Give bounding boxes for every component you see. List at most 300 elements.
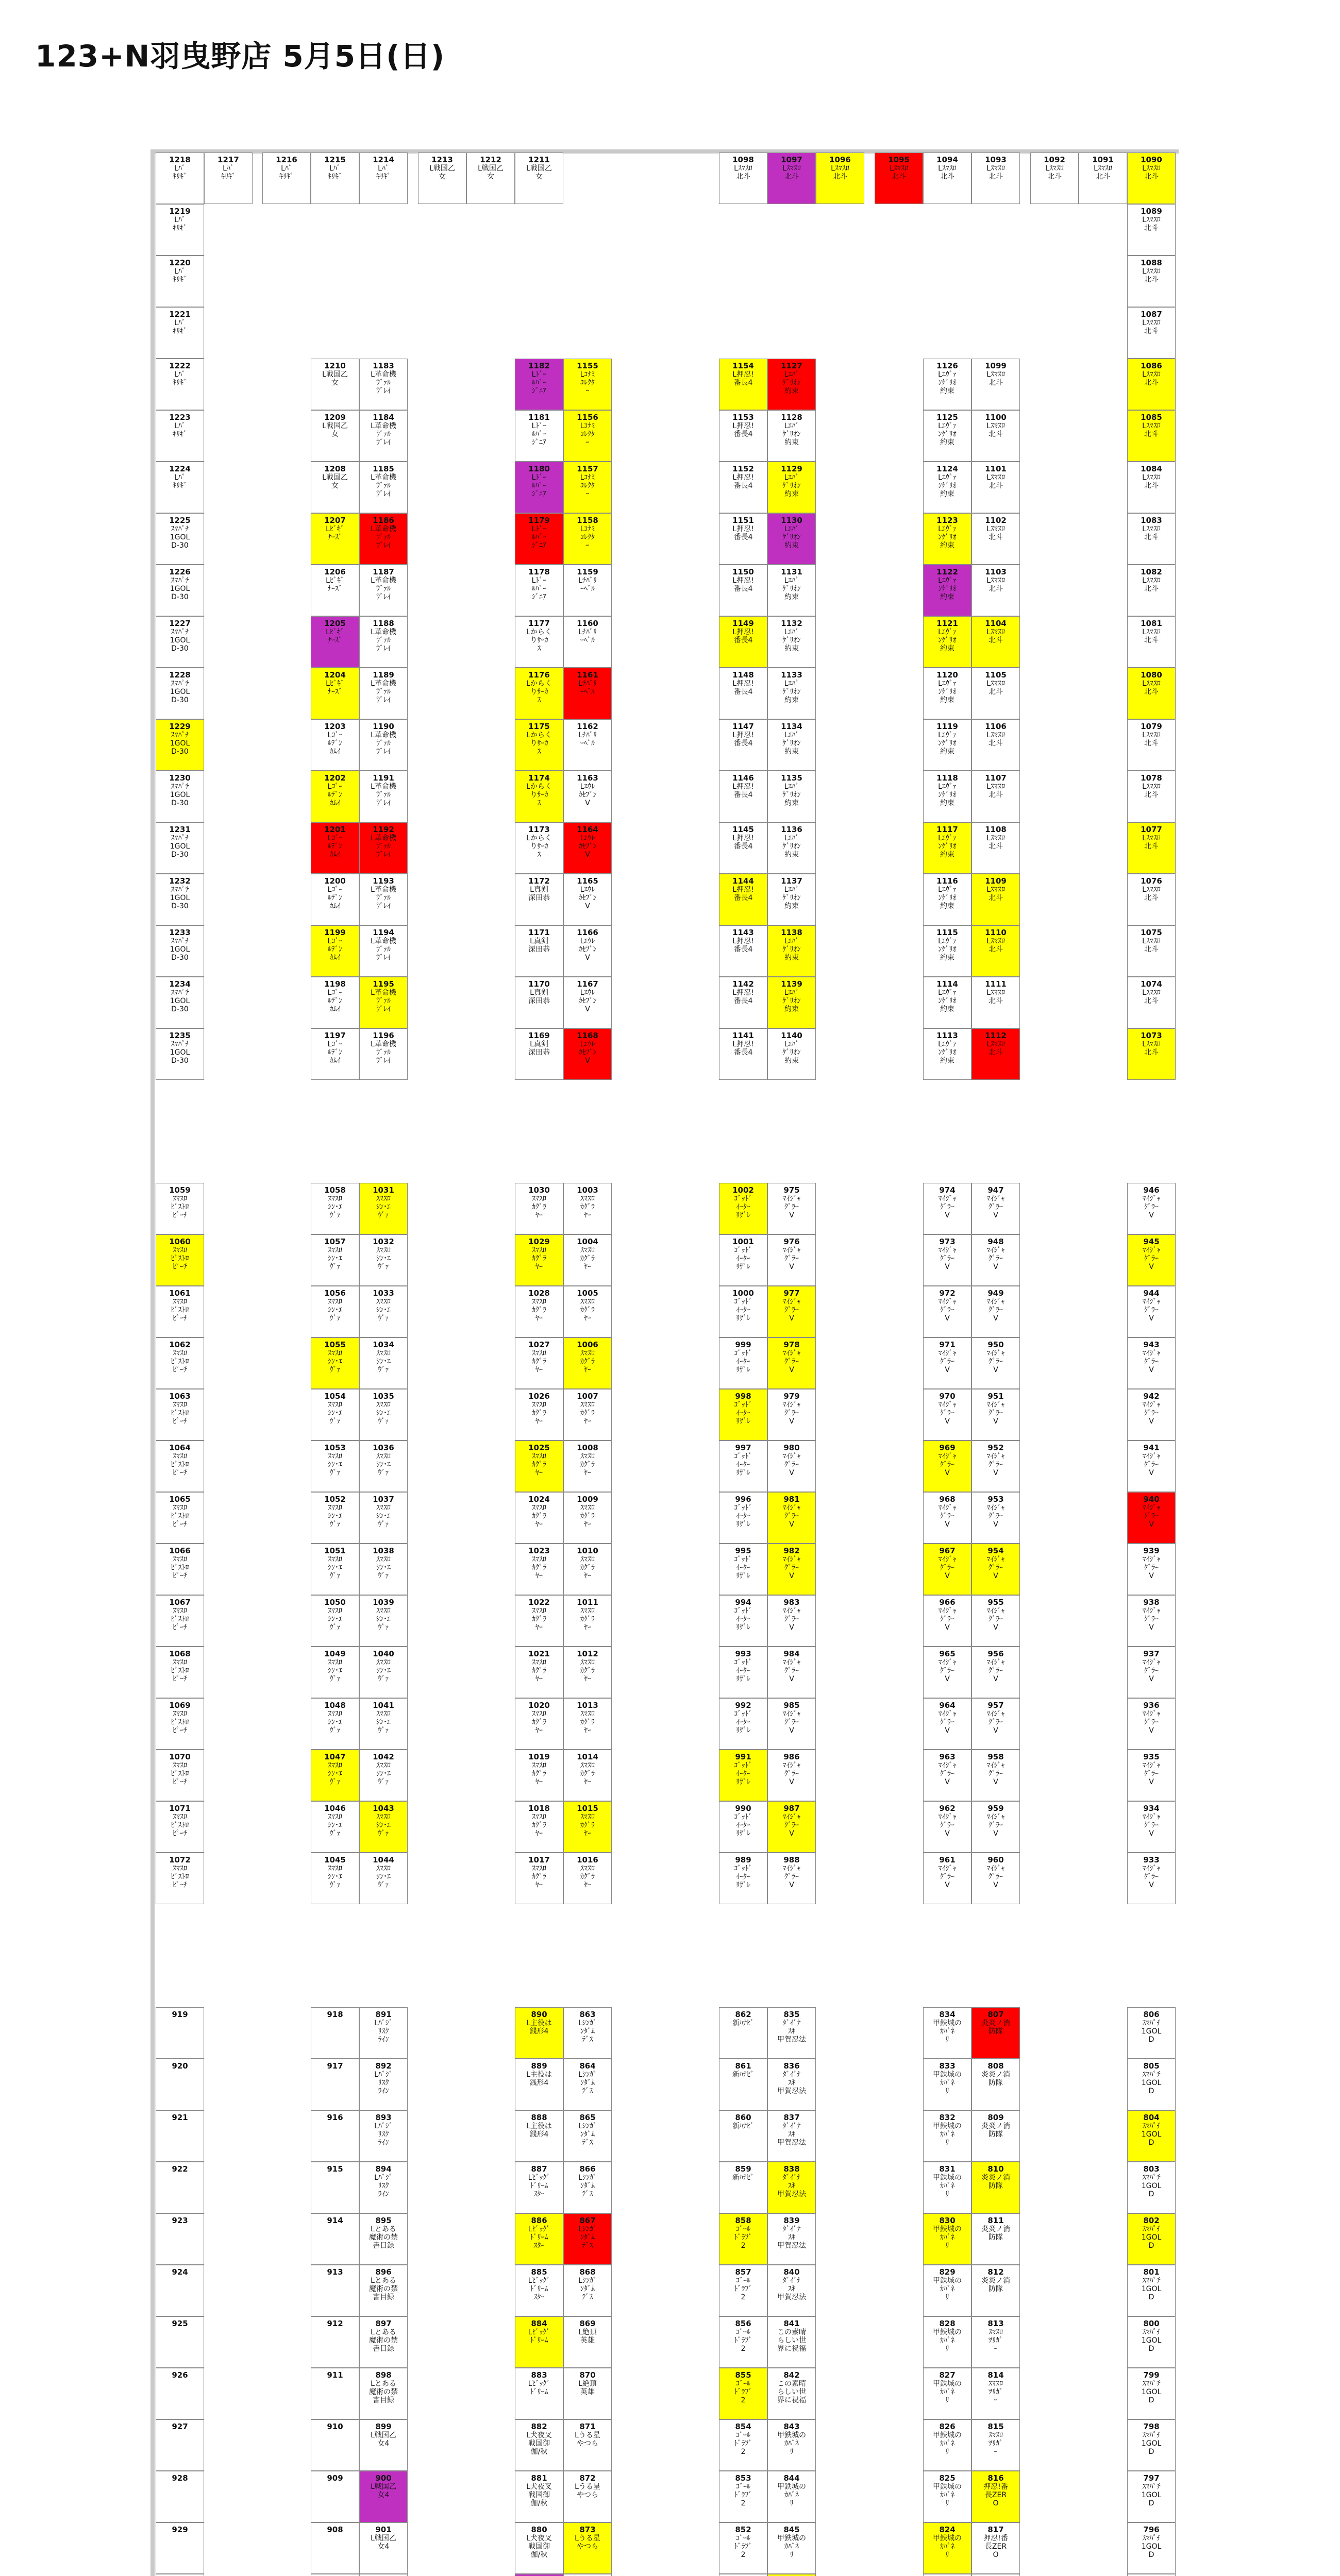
machine-number: 1014 [577,1752,598,1761]
machine-number: 1055 [324,1340,346,1349]
machine-title: Lﾄﾞｰ ﾙﾊﾞｰ ｼﾞﾆｱ [531,525,547,550]
machine-1028 [515,1286,563,1337]
machine-1220 [156,256,204,307]
machine-number: 838 [783,2164,800,2174]
machine-title: Lｽﾏｽﾛ 北斗 [734,164,752,181]
machine-number: 1068 [169,1649,191,1658]
machine-number: 1230 [169,773,191,783]
machine-1153 [719,410,767,462]
machine-title: Lｴﾊﾞ ｹﾞﾘｵﾝ 約束 [782,525,801,550]
machine-number: 967 [939,1546,956,1555]
machine-number: 1221 [169,310,191,319]
machine-889 [515,2059,563,2110]
machine-number: 803 [1143,2164,1160,2174]
machine-864 [563,2059,612,2110]
machine-number: 1103 [985,567,1007,577]
machine-title: ﾏｲｼﾞｬ ｸﾞﾗｰ V [782,1452,801,1477]
machine-number: 969 [939,1443,956,1452]
machine-title: ﾏｲｼﾞｬ ｸﾞﾗｰ V [1142,1195,1161,1219]
machine-title: Lｴｳﾞｧ ﾝｹﾞﾘｵ 約束 [938,886,957,910]
machine-number: 888 [531,2113,547,2122]
machine-title: 押忍!番 長ZER O [983,2534,1008,2559]
machine-title: 炎炎ノ消 防隊 [981,2277,1010,2293]
machine-number: 942 [1143,1392,1160,1401]
machine-number: 952 [987,1443,1004,1452]
machine-number: 1075 [1141,928,1162,937]
machine-number: 1025 [528,1443,550,1452]
machine-number: 832 [939,2113,956,2122]
machine-901 [359,2522,408,2574]
machine-894 [359,2162,408,2213]
machine-1127 [767,359,816,410]
machine-number: 992 [735,1701,751,1710]
machine-title: ｽﾏｽﾛ ｶｸﾞﾗ ﾔｰ [580,1761,595,1786]
machine-title: Lからく りｻｰｶ ｽ [526,731,552,756]
machine-1020 [515,1698,563,1750]
machine-number: 1208 [324,464,346,473]
machine-1037 [359,1492,408,1544]
machine-1099 [971,359,1020,410]
machine-number: 1122 [936,567,958,577]
machine-title: ﾀﾞｲﾞﾅ ｽｷ 甲賀忍法 [777,2277,806,2301]
machine-title: ﾏｲｼﾞｬ ｸﾞﾗｰ V [986,1401,1005,1426]
machine-number: 978 [783,1340,800,1349]
machine-number: 1074 [1141,979,1162,989]
machine-1104 [971,616,1020,668]
machine-title: 甲鉄城の ｶﾊﾞﾈ ﾘ [933,2380,962,2404]
machine-number: 1203 [324,722,346,731]
machine-950 [971,1337,1020,1389]
machine-title: ﾏｲｼﾞｬ ｸﾞﾗｰ V [782,1761,801,1786]
machine-title: ﾏｲｼﾞｬ ｸﾞﾗｰ V [938,1607,957,1632]
machine-1050 [311,1595,359,1647]
machine-1159 [563,565,612,616]
machine-number: 824 [939,2525,956,2534]
machine-number: 1111 [985,979,1007,989]
machine-number: 1219 [169,207,191,216]
machine-number: 1084 [1141,464,1162,473]
machine-number: 1082 [1141,567,1162,577]
machine-number: 1064 [169,1443,191,1452]
machine-title: L戦国乙 女 [322,370,348,387]
machine-843 [767,2419,816,2471]
machine-title: L絶頂 英雄 [578,2328,597,2345]
machine-816 [971,2471,1020,2522]
machine-1140 [767,1028,816,1080]
machine-983 [767,1595,816,1647]
machine-title: Lﾋﾞｯｸﾞ ﾄﾞﾘｰﾑ ｽﾀｰ [528,2225,550,2250]
machine-806 [1127,2007,1176,2059]
machine-879 [515,2574,563,2576]
machine-969 [923,1440,971,1492]
machine-number: 1160 [577,619,598,628]
machine-1136 [767,822,816,874]
machine-837 [767,2110,816,2162]
machine-number: 1196 [373,1031,394,1040]
machine-number: 829 [939,2267,956,2277]
machine-title: ｺﾞｰﾙ ﾄﾞﾗﾌﾞ 2 [734,2380,752,2404]
machine-number: 1235 [169,1031,191,1040]
machine-1168 [563,1028,612,1080]
machine-number: 855 [735,2370,751,2380]
machine-number: 1192 [373,825,394,834]
machine-917 [311,2059,359,2110]
machine-1066 [156,1544,204,1595]
machine-990 [719,1801,767,1853]
machine-796 [1127,2522,1176,2574]
machine-title: ｽﾏｽﾛ ﾂﾘｶﾞ ｰ [989,2431,1003,2456]
machine-number: 975 [783,1185,800,1195]
machine-851 [719,2574,767,2576]
machine-title: 新ﾊﾅﾋﾞ [732,2019,754,2027]
machine-996 [719,1492,767,1544]
machine-833 [923,2059,971,2110]
machine-number: 853 [735,2473,751,2483]
machine-1085 [1127,410,1176,462]
machine-number: 1188 [373,619,394,628]
machine-1233 [156,925,204,977]
machine-1161 [563,668,612,719]
machine-943 [1127,1337,1176,1389]
machine-title: Lﾊﾞｼﾞ ﾘｽｸ ﾗｲﾝ [374,2071,393,2095]
machine-title: ｽﾏｽﾛ ｶｸﾞﾗ ﾔｰ [580,1710,595,1735]
machine-title: Lﾋﾞｯｸﾞ ﾄﾞﾘｰﾑ ｽﾀｰ [528,2174,550,2198]
machine-title: ｽﾏｽﾛ ｼﾝ･ｴ ｳﾞｧ [376,1504,391,1529]
machine-title: ｽﾏｽﾛ ｼﾝ･ｴ ｳﾞｧ [328,1452,342,1477]
machine-1121 [923,616,971,668]
machine-title: L押忍! 番長4 [732,937,754,954]
machine-1073 [1127,1028,1176,1080]
machine-1039 [359,1595,408,1647]
machine-number: 1228 [169,670,191,680]
machine-number: 1172 [528,876,550,886]
machine-number: 1076 [1141,876,1162,886]
machine-title: ｽﾏｽﾛ ｼﾝ･ｴ ｳﾞｧ [376,1452,391,1477]
machine-811 [971,2213,1020,2265]
machine-1125 [923,410,971,462]
machine-title: ｽﾏｽﾛ ﾂﾘｶﾞ ｰ [989,2380,1003,2404]
machine-number: 861 [735,2061,751,2071]
machine-title: L絶頂 英雄 [578,2380,597,2396]
machine-1154 [719,359,767,410]
machine-title: Lｴｳﾞｧ ﾝｹﾞﾘｵ 約束 [938,989,957,1013]
machine-number: 1024 [528,1495,550,1504]
machine-title: ｺﾞｯﾄﾞ ｲｰﾀｰ ﾘｻﾞﾚ [734,1865,752,1889]
machine-title: 甲鉄城の ｶﾊﾞﾈ ﾘ [777,2431,806,2456]
machine-number: 1123 [936,516,958,525]
machine-title: ﾏｲｼﾞｬ ｸﾞﾗｰ V [782,1195,801,1219]
machine-1186 [359,513,408,565]
machine-861 [719,2059,767,2110]
machine-number: 1088 [1141,258,1162,267]
machine-number: 1027 [528,1340,550,1349]
machine-number: 1224 [169,464,191,473]
machine-title: Lﾊﾞ ｷﾘｷﾞ [173,422,187,438]
machine-1035 [359,1389,408,1440]
machine-number: 1105 [985,670,1007,680]
machine-number: 1071 [169,1804,191,1813]
machine-title: ﾏｲｼﾞｬ ｸﾞﾗｰ V [782,1658,801,1683]
machine-1062 [156,1337,204,1389]
machine-966 [923,1595,971,1647]
machine-title: ﾏｲｼﾞｬ ｸﾞﾗｰ V [938,1401,957,1426]
machine-1228 [156,668,204,719]
machine-number: 1038 [373,1546,394,1555]
machine-881 [515,2471,563,2522]
machine-title: 押忍!番 長ZER O [983,2483,1008,2507]
machine-number: 912 [327,2319,343,2328]
machine-title: ｽﾏｽﾛ ﾋﾞｽﾄﾛ ﾋﾟｰﾁ [171,1298,189,1323]
machine-1003 [563,1183,612,1234]
machine-number: 1073 [1141,1031,1162,1040]
machine-number: 1209 [324,413,346,422]
machine-title: Lｺﾅﾐ ｺﾚｸﾀ ｰ [580,370,595,395]
machine-title: 甲鉄城の ｶﾊﾞﾈ ﾘ [933,2122,962,2147]
machine-934 [1127,1801,1176,1853]
machine-title: Lｽﾏｽﾛ 北斗 [1142,680,1161,696]
machine-1142 [719,977,767,1028]
machine-title: ｽﾏﾊﾟﾁ 1GOL D-30 [170,731,190,756]
machine-number: 943 [1143,1340,1160,1349]
machine-title: L主役は 銭形4 [526,2122,552,2139]
machine-title: ｽﾏﾊﾟﾁ 1GOL D [1141,2122,1162,2147]
machine-title: ｽﾏｽﾛ ｼﾝ･ｴ ｳﾞｧ [328,1710,342,1735]
machine-number: 1029 [528,1237,550,1246]
machine-867 [563,2213,612,2265]
machine-title: 甲鉄城の ｶﾊﾞﾈ ﾘ [777,2483,806,2507]
machine-number: 985 [783,1701,800,1710]
machine-title: Lｽﾏｽﾛ 北斗 [986,577,1005,593]
machine-title: ｽﾏｽﾛ ｶｸﾞﾗ ﾔｰ [580,1865,595,1889]
machine-842 [767,2368,816,2419]
machine-title: ﾏｲｼﾞｬ ｸﾞﾗｰ V [1142,1761,1161,1786]
machine-1046 [311,1801,359,1853]
machine-number: 1044 [373,1855,394,1865]
machine-953 [971,1492,1020,1544]
machine-868 [563,2265,612,2316]
machine-number: 1150 [732,567,754,577]
machine-number: 1186 [373,516,394,525]
machine-title: ｽﾏﾊﾟﾁ 1GOL D-30 [170,989,190,1013]
machine-1217 [204,152,253,204]
machine-title: ｽﾏﾊﾟﾁ 1GOL D [1141,2328,1162,2353]
machine-989 [719,1853,767,1904]
machine-title: ﾏｲｼﾞｬ ｸﾞﾗｰ V [1142,1658,1161,1683]
machine-number: 1118 [936,773,958,783]
machine-962 [923,1801,971,1853]
machine-number: 1205 [324,619,346,628]
machine-number: 1136 [781,825,802,834]
machine-title: Lとある 魔術の禁 書目録 [369,2225,398,2250]
machine-title: Lﾄﾞｰ ﾙﾊﾞｰ ｼﾞﾆｱ [531,422,547,447]
machine-1235 [156,1028,204,1080]
machine-840 [767,2265,816,2316]
machine-937 [1127,1647,1176,1698]
machine-952 [971,1440,1020,1492]
machine-title: ﾏｲｼﾞｬ ｸﾞﾗｰ V [782,1813,801,1838]
machine-887 [515,2162,563,2213]
machine-title: ｽﾏｽﾛ ｼﾝ･ｴ ｳﾞｧ [328,1349,342,1374]
machine-1171 [515,925,563,977]
machine-title: Lﾊﾞ ｷﾘｷﾞ [279,164,294,181]
machine-1051 [311,1544,359,1595]
machine-title: ｽﾏｽﾛ ｶｸﾞﾗ ﾔｰ [580,1555,595,1580]
machine-number: 1154 [732,361,754,370]
machine-number: 913 [327,2267,343,2277]
machine-1192 [359,822,408,874]
machine-918 [311,2007,359,2059]
machine-number: 911 [327,2370,343,2380]
machine-964 [923,1698,971,1750]
machine-number: 954 [987,1546,1004,1555]
machine-title: L押忍! 番長4 [732,628,754,645]
machine-title: ｽﾏﾊﾟﾁ 1GOL D-30 [170,577,190,601]
machine-976 [767,1234,816,1286]
machine-title: 新ﾊﾅﾋﾞ [732,2071,754,2079]
machine-1188 [359,616,408,668]
machine-980 [767,1440,816,1492]
machine-number: 1206 [324,567,346,577]
machine-number: 1139 [781,979,802,989]
machine-title: Lｼﾝｶﾞ ﾝﾀﾞﾑ ﾃﾞｽ [578,2174,597,2198]
machine-number: 883 [531,2370,547,2380]
machine-number: 1048 [324,1701,346,1710]
machine-892 [359,2059,408,2110]
machine-1162 [563,719,612,771]
machine-number: 798 [1143,2422,1160,2431]
machine-number: 972 [939,1289,956,1298]
machine-number: 1085 [1141,413,1162,422]
machine-title: ｽﾏｽﾛ ｼﾝ･ｴ ｳﾞｧ [328,1813,342,1838]
machine-number: 1166 [577,928,598,937]
machine-number: 1222 [169,361,191,370]
machine-title: Lｽﾏｽﾛ 北斗 [1094,164,1112,181]
machine-title: Lｺﾞｰ ﾙﾃﾞﾝ ｶﾑｲ [327,989,343,1013]
machine-870 [563,2368,612,2419]
machine-title: ｽﾏｽﾛ ｶｸﾞﾗ ﾔｰ [532,1658,546,1683]
machine-number: 959 [987,1804,1004,1813]
machine-number: 1142 [732,979,754,989]
machine-798 [1127,2419,1176,2471]
machine-title: ﾏｲｼﾞｬ ｸﾞﾗｰ V [782,1710,801,1735]
machine-title: ｽﾏｽﾛ ｼﾝ･ｴ ｳﾞｧ [376,1555,391,1580]
machine-title: ｺﾞｯﾄﾞ ｲｰﾀｰ ﾘｻﾞﾚ [734,1813,752,1838]
machine-title: Lｴｳﾞｧ ﾝｹﾞﾘｵ 約束 [938,731,957,756]
machine-title: 炎炎ノ消 防隊 [981,2071,1010,2087]
machine-997 [719,1440,767,1492]
machine-number: 970 [939,1392,956,1401]
machine-947 [971,1183,1020,1234]
machine-813 [971,2316,1020,2368]
machine-1128 [767,410,816,462]
machine-1105 [971,668,1020,719]
machine-834 [923,2007,971,2059]
machine-1176 [515,668,563,719]
machine-number: 796 [1143,2525,1160,2534]
machine-1069 [156,1698,204,1750]
machine-number: 990 [735,1804,751,1813]
machine-title: Lｽﾏｽﾛ 北斗 [1142,834,1161,851]
machine-title: ｽﾏｽﾛ ｶｸﾞﾗ ﾔｰ [580,1658,595,1683]
machine-title: L革命機 ｳﾞｧﾙ ｳﾞﾚｲ [371,1040,396,1065]
machine-942 [1127,1389,1176,1440]
machine-title: L押忍! 番長4 [732,473,754,490]
machine-1068 [156,1647,204,1698]
machine-1197 [311,1028,359,1080]
machine-number: 1095 [888,155,910,164]
machine-number: 918 [327,2010,343,2019]
machine-1183 [359,359,408,410]
machine-number: 804 [1143,2113,1160,2122]
machine-number: 872 [579,2473,596,2483]
machine-954 [971,1544,1020,1595]
machine-title: Lｽﾏｽﾛ 北斗 [1142,422,1161,438]
machine-title: ﾏｲｼﾞｬ ｸﾞﾗｰ V [782,1607,801,1632]
machine-number: 1201 [324,825,346,834]
machine-title: ｺﾞｰﾙ ﾄﾞﾗﾌﾞ 2 [734,2225,752,2250]
machine-title: Lｽﾏｽﾛ 北斗 [986,525,1005,541]
machine-number: 1124 [936,464,958,473]
machine-number: 1167 [577,979,598,989]
machine-910 [311,2419,359,2471]
machine-title: ｽﾏｽﾛ ﾋﾞｽﾄﾛ ﾋﾟｰﾁ [171,1349,189,1374]
machine-title: ﾏｲｼﾞｬ ｸﾞﾗｰ V [938,1246,957,1271]
machine-title: ｺﾞｯﾄﾞ ｲｰﾀｰ ﾘｻﾞﾚ [734,1195,752,1219]
machine-number: 1177 [528,619,550,628]
machine-number: 1041 [373,1701,394,1710]
machine-title: L戦国乙 女 [526,164,552,181]
machine-number: 1063 [169,1392,191,1401]
machine-title: ｺﾞｯﾄﾞ ｲｰﾀｰ ﾘｻﾞﾚ [734,1452,752,1477]
machine-1201 [311,822,359,874]
machine-title: Lうる星 やつら [575,2534,600,2551]
machine-1032 [359,1234,408,1286]
machine-title: Lからく りｻｰｶ ｽ [526,783,552,807]
machine-number: 977 [783,1289,800,1298]
machine-936 [1127,1698,1176,1750]
machine-1215 [311,152,359,204]
machine-number: 1194 [373,928,394,937]
machine-1098 [719,152,767,204]
machine-title: Lﾊﾞｼﾞ ﾘｽｸ ﾗｲﾝ [374,2174,393,2198]
machine-title: L犬夜叉 戦国御 伽/秋 [526,2483,552,2507]
machine-number: 805 [1143,2061,1160,2071]
machine-830 [923,2213,971,2265]
machine-872 [563,2471,612,2522]
machine-number: 1185 [373,464,394,473]
machine-title: Lﾊﾞｼﾞ ﾘｽｸ ﾗｲﾝ [374,2019,393,2044]
machine-number: 1130 [781,516,802,525]
machine-1118 [923,771,971,822]
machine-1075 [1127,925,1176,977]
machine-title: ﾏｲｼﾞｬ ｸﾞﾗｰ V [986,1813,1005,1838]
machine-title: L革命機 ｳﾞｧﾙ ｳﾞﾚｲ [371,473,396,498]
machine-title: ｽﾏｽﾛ ｶｸﾞﾗ ﾔｰ [532,1349,546,1374]
machine-title: Lｴｳﾞｧ ﾝｹﾞﾘｵ 約束 [938,525,957,550]
machine-836 [767,2059,816,2110]
machine-866 [563,2162,612,2213]
left-wall [150,149,155,2576]
machine-number: 1134 [781,722,802,731]
machine-1225 [156,513,204,565]
machine-title: Lｴﾊﾞ ｹﾞﾘｵﾝ 約束 [782,989,801,1013]
machine-title: ﾏｲｼﾞｬ ｸﾞﾗｰ V [782,1555,801,1580]
machine-title: 炎炎ノ消 防隊 [981,2019,1010,2036]
machine-855 [719,2368,767,2419]
machine-title: Lｴｳﾚ ｶｾﾌﾞﾝ V [578,783,597,807]
machine-number: 1189 [373,670,394,680]
machine-number: 834 [939,2010,956,2019]
